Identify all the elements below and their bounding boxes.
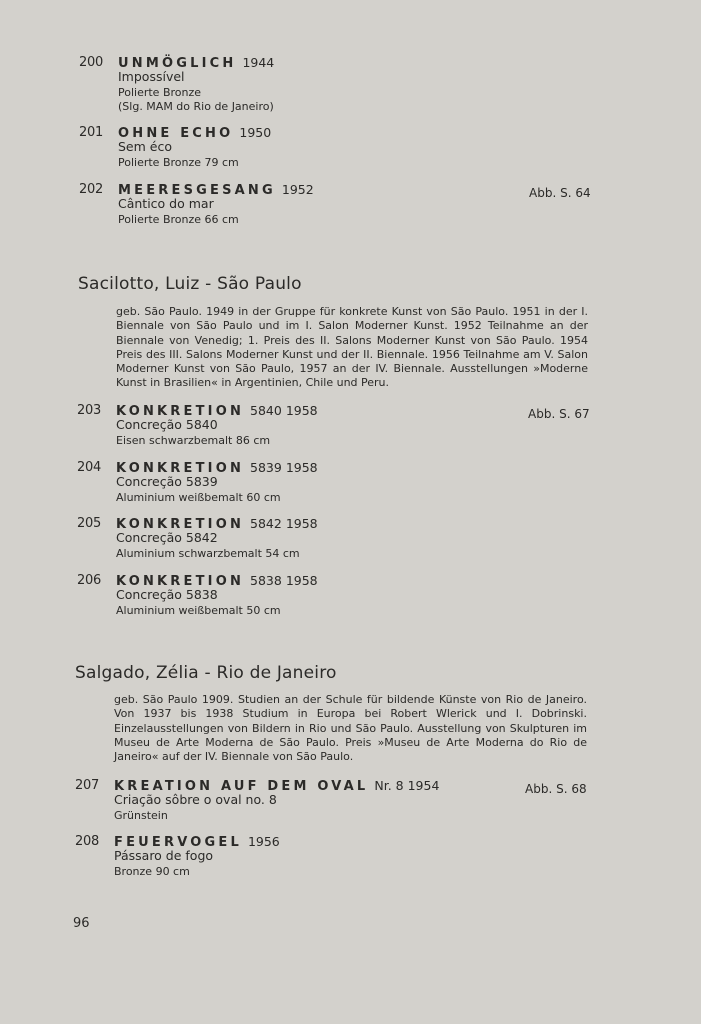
entry-title-word: KONKRETION	[116, 404, 245, 419]
entry-material: Polierte Bronze	[118, 86, 202, 99]
entry-title-word: KONKRETION	[116, 461, 245, 476]
entry-title-rest: 5840 1958	[250, 403, 318, 418]
entry-title-rest: 5842 1958	[250, 516, 318, 531]
artist-heading: Sacilotto, Luiz - São Paulo	[78, 274, 302, 294]
illustration-reference: Abb. S. 68	[525, 782, 587, 796]
catalog-entry-207	[0, 778, 701, 824]
entry-material: Polierte Bronze 66 cm	[118, 213, 239, 226]
catalog-entry-201	[0, 125, 701, 171]
page-number: 96	[73, 916, 90, 931]
entry-title-rest: 1952	[281, 182, 314, 197]
catalog-entry-204	[0, 460, 701, 506]
catalog-entry-202	[0, 182, 701, 228]
entry-title-rest: 1944	[242, 55, 275, 70]
catalog-entry-206	[0, 573, 701, 619]
entry-number: 202	[79, 182, 103, 197]
entry-collection: (Slg. MAM do Rio de Janeiro)	[118, 100, 274, 113]
entry-portuguese-title: Concreção 5839	[116, 474, 218, 489]
entry-portuguese-title: Concreção 5840	[116, 417, 218, 432]
entry-material: Grünstein	[114, 809, 168, 822]
entry-title-word: UNMÖGLICH	[118, 56, 237, 71]
entry-number: 208	[75, 834, 99, 849]
entry-portuguese-title: Criação sôbre o oval no. 8	[114, 792, 277, 807]
entry-number: 204	[77, 460, 101, 475]
entry-number: 203	[77, 403, 101, 418]
entry-number: 206	[77, 573, 101, 588]
entry-title-word: FEUERVOGEL	[114, 835, 242, 850]
illustration-reference: Abb. S. 67	[528, 407, 590, 421]
illustration-reference: Abb. S. 64	[529, 186, 591, 200]
catalog-entry-200	[0, 55, 701, 117]
entry-material: Aluminium schwarzbemalt 54 cm	[116, 547, 300, 560]
artist-heading: Salgado, Zélia - Rio de Janeiro	[75, 663, 337, 683]
entry-material: Aluminium weißbemalt 60 cm	[116, 491, 281, 504]
entry-number: 200	[79, 55, 103, 70]
entry-title-word: KONKRETION	[116, 574, 245, 589]
entry-material: Aluminium weißbemalt 50 cm	[116, 604, 281, 617]
entry-portuguese-title: Concreção 5838	[116, 587, 218, 602]
entry-portuguese-title: Sem éco	[118, 139, 172, 154]
entry-title-word: MEERESGESANG	[118, 183, 276, 198]
entry-title-rest: 1950	[239, 125, 272, 140]
entry-title-rest: 5838 1958	[250, 573, 318, 588]
artist-biography: geb. São Paulo. 1949 in der Gruppe für konkrete Kunst von São Paulo. 1951 in der I. Biennale von São Paulo und im I. Salon Moderner Kunst. 1952 Teilnahme an der Biennale von Venedig; 1. Preis des II. Salons Moderner Kunst von São Paulo. 1954 Preis des III. Salons Moderner Kunst und der II. Biennale. 1956 Teilnahme am V. Salon Moderner Kunst von São Paulo, 1957 an der IV. Biennale. Ausstellungen »Moderne Kunst in Brasilien« in Argentinien, Chile und Peru.	[116, 305, 588, 390]
entry-material: Polierte Bronze 79 cm	[118, 156, 239, 169]
catalog-entry-203	[0, 403, 701, 449]
entry-title-word: KONKRETION	[116, 517, 245, 532]
catalog-entry-208	[0, 834, 701, 880]
entry-portuguese-title: Pássaro de fogo	[114, 848, 214, 863]
entry-number: 205	[77, 516, 101, 531]
catalog-entry-205	[0, 516, 701, 562]
entry-portuguese-title: Impossível	[118, 69, 185, 84]
entry-portuguese-title: Cântico do mar	[118, 196, 214, 211]
entry-portuguese-title: Concreção 5842	[116, 530, 218, 545]
entry-title-word: KREATION AUF DEM OVAL	[114, 779, 369, 794]
entry-title-rest: 1956	[247, 834, 280, 849]
entry-material: Bronze 90 cm	[114, 865, 190, 878]
entry-number: 207	[75, 778, 99, 793]
entry-title-rest: Nr. 8 1954	[374, 778, 440, 793]
entry-title-rest: 5839 1958	[250, 460, 318, 475]
artist-biography: geb. São Paulo 1909. Studien an der Schule für bildende Künste von Rio de Janeiro. Von 1937 bis 1938 Studium in Europa bei Robert Wlerick und I. Dobrinski. Einzelausstellungen von Bildern in Rio und São Paulo. Ausstellung von Skulpturen im Museu de Arte Moderna de São Paulo. Preis »Museu de Arte Moderna do Rio de Janeiro« auf der IV. Biennale von São Paulo.	[114, 693, 587, 764]
entry-number: 201	[79, 125, 103, 140]
entry-title-word: OHNE ECHO	[118, 126, 234, 141]
entry-material: Eisen schwarzbemalt 86 cm	[116, 434, 271, 447]
